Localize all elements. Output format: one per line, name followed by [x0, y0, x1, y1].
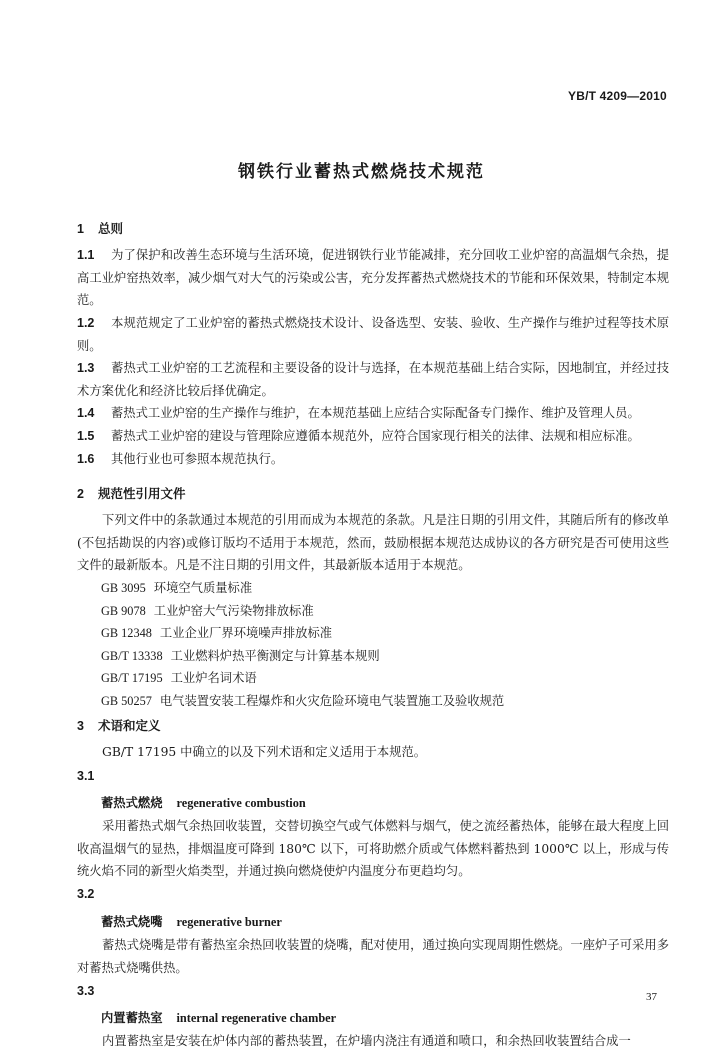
reference-list — [101, 577, 504, 713]
reference-item — [101, 600, 504, 623]
standard-code: YB/T 4209—2010 — [568, 89, 667, 103]
reference-code: GB 9078 — [101, 603, 146, 618]
reference-name: 工业炉窑大气污染物排放标准 — [153, 603, 314, 618]
section-title: 总则 — [98, 221, 124, 236]
clause-number: 1.4 — [77, 406, 95, 420]
term-cn: 内置蓄热室 — [101, 1010, 163, 1025]
term-title — [101, 1008, 336, 1026]
term-number: 3.1 — [77, 769, 95, 783]
clause-1-5 — [77, 425, 669, 448]
section-2-heading — [77, 484, 186, 502]
section-1-heading — [77, 219, 123, 237]
clause-text: 其他行业也可参照本规范执行。 — [111, 452, 284, 466]
reference-item — [101, 645, 504, 668]
clause-number: 1.1 — [77, 248, 95, 262]
document-title: 钢铁行业蓄热式燃烧技术规范 — [238, 162, 485, 182]
section-title: 术语和定义 — [98, 718, 161, 733]
term-definition: 内置蓄热室是安装在炉体内部的蓄热装置，在炉墙内浇注有通道和喷口，和余热回收装置结合成一 — [102, 1034, 631, 1048]
clause-number: 1.2 — [77, 316, 95, 330]
term-title — [101, 793, 306, 811]
term-title — [101, 912, 282, 930]
clause-text: 蓄热式工业炉窑的生产操作与维护，在本规范基础上应结合实际配备专门操作、维护及管理人员。 — [111, 406, 640, 420]
clause-1-2 — [77, 312, 669, 357]
term-en: regenerative burner — [176, 915, 282, 929]
section-title: 规范性引用文件 — [98, 486, 186, 501]
reference-code: GB 12348 — [101, 626, 152, 641]
section-number: 2 — [77, 487, 84, 501]
term-number: 3.3 — [77, 984, 95, 998]
section-2-intro: 下列文件中的条款通过本规范的引用而成为本规范的条款。凡是注日期的引用文件，其随后所有的修改单(不包括勘误的内容)或修订版均不适用于本规范，然而，鼓励根据本规范达成协议的各方研究是否可使用这些文件的最新版本。凡是不注日期的引用文件，其最新版本适用于本规范。 — [77, 513, 669, 573]
section-3-heading — [77, 716, 161, 734]
section-number: 3 — [77, 719, 84, 733]
reference-name: 环境空气质量标准 — [153, 581, 253, 595]
term-definition: 采用蓄热式烟气余热回收装置，交替切换空气或气体燃料与烟气，使之流经蓄热体，能够在最大程度上回收高温烟气的显热，排烟温度可降到 180℃ 以下，可将助燃介质或气体燃料蓄热到 1000℃ 以上，形成与传统火焰不同的新型火焰类型，并通过换向燃烧使炉内温度分布更趋均匀。 — [77, 819, 669, 879]
reference-name: 工业燃料炉热平衡测定与计算基本规则 — [170, 648, 380, 663]
reference-item — [101, 667, 504, 690]
clause-1-4 — [77, 402, 669, 425]
clause-number: 1.5 — [77, 429, 95, 443]
reference-item — [101, 690, 504, 713]
term-definition: 蓄热式烧嘴是带有蓄热室余热回收装置的烧嘴，配对使用，通过换向实现周期性燃烧。一座炉子可采用多对蓄热式烧嘴供热。 — [77, 938, 669, 975]
term-cn: 蓄热式烧嘴 — [101, 914, 163, 929]
reference-name: 工业企业厂界环境噪声排放标准 — [159, 626, 333, 641]
section-3-intro: GB/T 17195 中确立的以及下列术语和定义适用于本规范。 — [102, 745, 427, 759]
clause-text: 蓄热式工业炉窑的工艺流程和主要设备的设计与选择，在本规范基础上结合实际，因地制宜，并经过技术方案优化和经济比较后择优确定。 — [77, 361, 669, 398]
term-cn: 蓄热式燃烧 — [101, 795, 163, 810]
reference-item — [101, 577, 504, 600]
clause-text: 为了保护和改善生态环境与生活环境，促进钢铁行业节能减排，充分回收工业炉窑的高温烟气余热，提高工业炉窑热效率，减少烟气对大气的污染或公害，充分发挥蓄热式燃烧技术的节能和环保效果，特制定本规范。 — [77, 248, 669, 308]
section-number: 1 — [77, 222, 84, 236]
reference-code: GB/T 13338 — [101, 648, 163, 663]
reference-item — [101, 622, 504, 645]
term-number: 3.2 — [77, 887, 95, 901]
clause-number: 1.3 — [77, 361, 95, 375]
clause-1-3 — [77, 357, 669, 402]
reference-name: 工业炉名词术语 — [170, 671, 257, 686]
reference-name: 电气装置安装工程爆炸和火灾危险环境电气装置施工及验收规范 — [159, 693, 505, 708]
reference-code: GB/T 17195 — [101, 671, 163, 686]
clause-1-1 — [77, 244, 669, 312]
reference-code: GB 50257 — [101, 693, 152, 708]
term-en: internal regenerative chamber — [176, 1011, 337, 1025]
clause-text: 蓄热式工业炉窑的建设与管理除应遵循本规范外，应符合国家现行相关的法律、法规和相应标准。 — [111, 429, 640, 443]
reference-code: GB 3095 — [101, 581, 146, 595]
page-number: 37 — [646, 991, 657, 1003]
term-en: regenerative combustion — [176, 796, 306, 810]
clause-text: 本规范规定了工业炉窑的蓄热式燃烧技术设计、设备选型、安装、验收、生产操作与维护过程等技术原则。 — [77, 316, 669, 353]
clause-1-6 — [77, 448, 669, 471]
clause-number: 1.6 — [77, 452, 95, 466]
